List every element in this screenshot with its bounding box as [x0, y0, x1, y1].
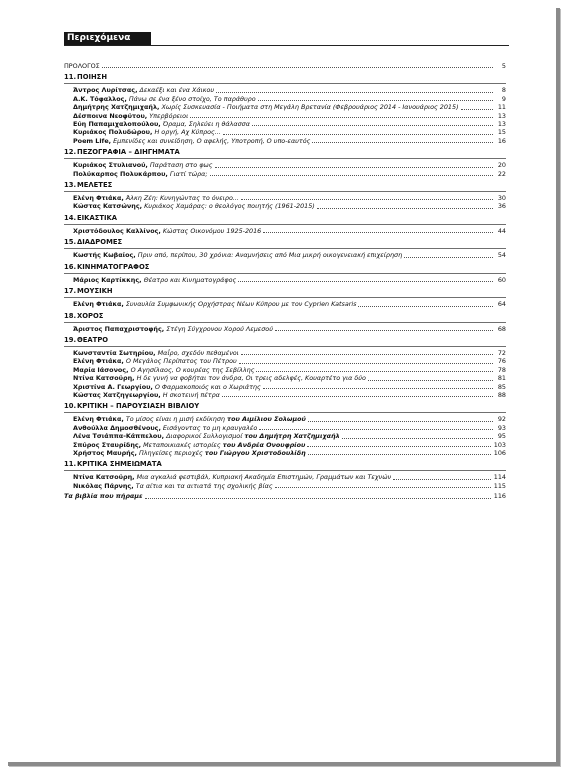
- toc-entry: [64, 276, 506, 284]
- toc-page-number: 54: [497, 251, 506, 260]
- toc-page-number: 36: [497, 202, 506, 211]
- toc-entry-prologue: [64, 62, 506, 70]
- toc-entry: [64, 325, 506, 333]
- toc-entry-text: [73, 170, 210, 178]
- section-divider: [64, 297, 506, 298]
- dot-leader: [461, 109, 493, 110]
- toc-page-number: 114: [493, 473, 506, 482]
- dot-leader: [223, 134, 493, 135]
- entry-author: Δημήτρης Χατζημιχαήλ,: [73, 103, 160, 112]
- toc-entry-text: [73, 161, 215, 169]
- toc-page-number: 60: [497, 275, 506, 284]
- toc-entry-text: [73, 383, 263, 391]
- toc-entry-text: [73, 473, 393, 481]
- dot-leader: [241, 354, 493, 355]
- section-number: 11.: [64, 460, 77, 469]
- title-underline: [64, 45, 509, 46]
- toc-entry-text: [73, 86, 216, 94]
- toc-entry: [64, 366, 506, 374]
- entry-title: Εισάγοντας το μη κραυγαλέο: [160, 423, 258, 432]
- toc-entry-text: [73, 95, 258, 103]
- toc-page-number: 30: [497, 194, 506, 203]
- section-title: ΠΕΖΟΓΡΑΦΙΑ – ΔΙΗΓΗΜΑΤΑ: [77, 148, 180, 157]
- entry-title: Μαΐρο, σχεδόν πεθαμένοι: [155, 348, 239, 357]
- entry-author: Μάριος Καρτίκκης,: [73, 275, 142, 284]
- entry-author: Ανθούλλα Δημοσθένους,: [73, 423, 161, 432]
- entry-author: Πολύκαρπος Πολυκάρπου,: [73, 169, 168, 178]
- dot-leader: [404, 257, 493, 258]
- toc-page-number: 16: [497, 136, 506, 145]
- dot-leader: [190, 117, 493, 118]
- toc-entry-text: [73, 349, 241, 357]
- section-number: 15.: [64, 238, 77, 247]
- entry-title: Θέατρο και Κινηματογράφος: [141, 275, 237, 284]
- entry-author: Ελένη Φτιάκα,: [73, 415, 124, 424]
- entry-author: Άντρος Λυρίτσας,: [73, 86, 138, 95]
- section-number: 19.: [64, 335, 77, 344]
- toc-entry: [64, 349, 506, 357]
- toc-page-number: 72: [497, 348, 506, 357]
- sections-list: [64, 73, 506, 490]
- toc-entry: [64, 391, 506, 399]
- toc-entry: [64, 194, 506, 202]
- toc-entry-text: [73, 482, 275, 490]
- entry-title: Η σκοτεινή πέτρα: [160, 390, 220, 399]
- toc-entry-text: [73, 276, 238, 284]
- entry-title: Υπερβόρειοι: [147, 111, 189, 120]
- section-divider: [64, 470, 506, 471]
- entry-title: Η οργή, Αχ Κύπρος...: [152, 128, 221, 137]
- entry-author: Α.Κ. Τόφαλλος,: [73, 94, 127, 103]
- toc-entry: [64, 300, 506, 308]
- toc-entry-text: [73, 415, 308, 423]
- section-heading: [64, 312, 506, 321]
- section-number: 12.: [64, 148, 77, 157]
- dot-leader: [342, 438, 493, 439]
- toc-page-number: 13: [497, 120, 506, 129]
- entry-author: Ντίνα Κατσούρη,: [73, 374, 135, 383]
- dot-leader: [238, 281, 493, 282]
- toc-entry-text: [73, 251, 404, 259]
- entry-title: Διαφορικοί Συλλογισμοί: [164, 432, 245, 441]
- entry-book-author: του Ανδρέα Ονουφρίου: [222, 440, 306, 449]
- dot-leader: [222, 396, 493, 397]
- section-divider: [64, 273, 506, 274]
- document-page: [8, 8, 560, 766]
- entry-author: Χριστόδουλος Καλλίνος,: [73, 226, 161, 235]
- dot-leader: [275, 487, 491, 488]
- section-divider: [64, 248, 506, 249]
- section-title: ΚΡΙΤΙΚΗ – ΠΑΡΟΥΣΙΑΣΗ ΒΙΒΛΙΟΥ: [77, 402, 200, 411]
- entry-author: Κυριάκος Πολυδώρου,: [73, 128, 153, 137]
- table-of-contents: [64, 62, 506, 501]
- section-divider: [64, 224, 506, 225]
- toc-entry-text: [73, 202, 317, 210]
- dot-leader: [263, 232, 493, 233]
- dot-leader: [393, 479, 491, 480]
- dot-leader: [317, 208, 493, 209]
- toc-entry: [64, 120, 506, 128]
- toc-entry: [64, 227, 506, 235]
- dot-leader: [239, 363, 493, 364]
- toc-entry: [64, 112, 506, 120]
- section-title: ΠΟΙΗΣΗ: [77, 73, 108, 82]
- section-heading: [64, 287, 506, 296]
- section-title: ΕΙΚΑΣΤΙΚΑ: [77, 213, 118, 222]
- toc-entry-text: [73, 432, 342, 440]
- dot-leader: [312, 142, 493, 143]
- section-heading: [64, 214, 506, 223]
- section-divider: [64, 322, 506, 323]
- entry-title: Παράταση στο φως: [147, 161, 213, 170]
- toc-page-number: 20: [497, 161, 506, 170]
- toc-entry-text: [73, 366, 256, 374]
- entry-title: Εμπενίδες και συνείδηση, Ο αφελής, Υποτροπή, Ο υπο-εαυτός: [111, 136, 311, 145]
- toc-page-number: 8: [501, 86, 506, 95]
- toc-entry: [64, 473, 506, 481]
- toc-page-number: 93: [497, 423, 506, 432]
- toc-entry-text: [73, 357, 239, 365]
- entry-book-author: του Δημήτρη Χατζημιχαήλ: [244, 432, 340, 441]
- entry-book-author: του Αιμίλιου Σολωμού: [226, 415, 306, 424]
- entry-title: Μεταποικιακές ιστορίες: [141, 440, 223, 449]
- dot-leader: [210, 175, 494, 176]
- entry-author: Κωνσταντία Σωτηρίου,: [73, 348, 156, 357]
- dot-leader: [368, 380, 493, 381]
- toc-entry-label: Τα βιβλία που πήραμε: [64, 492, 143, 501]
- toc-entry: [64, 357, 506, 365]
- toc-page-number: 95: [497, 432, 506, 441]
- section-title: ΘΕΑΤΡΟ: [77, 335, 109, 344]
- entry-author: Λένα Τσιάππα-Κάππελου,: [73, 432, 165, 441]
- entry-title: Συναυλία Συμφωνικής Ορχήστρας Νέων Κύπρου με τον Cyprien Katsaris: [123, 300, 357, 309]
- toc-entry-text: [73, 227, 263, 235]
- section-number: 10.: [64, 402, 77, 411]
- toc-page-number: 15: [497, 128, 506, 137]
- toc-entry: [64, 251, 506, 259]
- entry-title: Πριν από, περίπου, 30 χρόνια: Αναμνήσεις από Μια μικρή οικογενειακή επιχείρηση: [135, 251, 403, 260]
- dot-leader: [307, 446, 490, 447]
- toc-entry: [64, 137, 506, 145]
- page-title: Περιεχόμενα: [64, 32, 151, 45]
- entry-title: Πάνω σε ένα ξένο στοίχο, Το παράθυρο: [126, 94, 256, 103]
- entry-title: Χωρίς Συσκευασία - Ποιήματα στη Μεγάλη Βρετανία (Φεβρουάριος 2014 - Ιανουάριος 2015): [159, 103, 459, 112]
- toc-entry-text: [73, 112, 190, 120]
- section-heading: [64, 263, 506, 272]
- toc-entry-text: [73, 137, 312, 145]
- dot-leader: [308, 421, 493, 422]
- section-title: ΜΟΥΣΙΚΗ: [77, 287, 113, 296]
- toc-entry-text: [73, 449, 308, 457]
- dot-leader: [259, 429, 493, 430]
- section-title: ΜΕΛΕΤΕΣ: [77, 181, 113, 190]
- toc-entry-text: [73, 325, 275, 333]
- section-divider: [64, 346, 506, 347]
- toc-entry-text: [73, 128, 223, 136]
- entry-title: Πληγείσες περιοχές: [136, 448, 205, 457]
- entry-title: Γιατί τώρα;: [167, 169, 208, 178]
- toc-entry: [64, 441, 506, 449]
- toc-entry: [64, 202, 506, 210]
- toc-page-number: 81: [497, 374, 506, 383]
- dot-leader: [258, 100, 493, 101]
- toc-entry: [64, 449, 506, 457]
- entry-author: Χρήστος Μαυρής,: [73, 448, 137, 457]
- dot-leader: [215, 167, 493, 168]
- entry-author: Ελένη Φτιάκα,: [73, 194, 124, 203]
- entry-author: Κώστας Χατζηγεωργίου,: [73, 390, 161, 399]
- toc-entry-label: ΠΡΟΛΟΓΟΣ: [64, 62, 100, 70]
- toc-page-number: 88: [497, 390, 506, 399]
- entry-title: Στέγη Σύγχρονου Χορού Λεμεσού: [164, 324, 273, 333]
- toc-page-number: 9: [501, 94, 506, 103]
- toc-page-number: 64: [497, 300, 506, 309]
- entry-title: Κώστας Οικονόμου 1925-2016: [160, 226, 262, 235]
- toc-page-number: 92: [497, 415, 506, 424]
- toc-page-number: 106: [493, 448, 506, 457]
- toc-page-number: 68: [497, 324, 506, 333]
- section-divider: [64, 191, 506, 192]
- section-heading: [64, 402, 506, 411]
- toc-entry: [64, 95, 506, 103]
- section-divider: [64, 158, 506, 159]
- section-divider: [64, 83, 506, 84]
- section-divider: [64, 412, 506, 413]
- entry-author: Νικόλας Πάρνης,: [73, 481, 134, 490]
- toc-page-number: 11: [497, 103, 506, 112]
- entry-author: Εύη Παπαμιχαλοπούλου,: [73, 120, 161, 129]
- toc-entry-text: [73, 441, 307, 449]
- toc-entry-text: [73, 120, 252, 128]
- entry-title: Τα αίτια και τα αιτιατά της σχολικής βίας: [133, 481, 273, 490]
- section-number: 17.: [64, 287, 77, 296]
- entry-title: Η δε γυνή να φοβήται τον άνδρα, Οι τρεις αδελφές, Κουαρτέτο για δύο: [134, 374, 366, 383]
- toc-page-number: 103: [493, 440, 506, 449]
- dot-leader: [358, 306, 493, 307]
- section-title: ΧΟΡΟΣ: [77, 311, 104, 320]
- toc-entry-text: [73, 300, 358, 308]
- toc-entry: [64, 482, 506, 490]
- entry-title: Δεκαέξι και ένα Χάικου: [137, 86, 215, 95]
- section-number: 16.: [64, 262, 77, 271]
- section-number: 11.: [64, 73, 77, 82]
- toc-entry-text: [73, 391, 222, 399]
- toc-entry-books: [64, 492, 506, 500]
- toc-page-number: 116: [493, 492, 506, 501]
- toc-page-number: 76: [497, 357, 506, 366]
- entry-author: Κυριάκος Στυλιανού,: [73, 161, 148, 170]
- toc-page-number: 5: [501, 62, 506, 70]
- toc-entry-text: [73, 374, 368, 382]
- entry-title: Ο Αγησίλαος, Ο κουρέας της Σεβίλλης: [128, 365, 255, 374]
- entry-author: Ελένη Φτιάκα,: [73, 300, 124, 309]
- section-number: 14.: [64, 213, 77, 222]
- toc-entry: [64, 383, 506, 391]
- section-title: ΚΡΙΤΙΚΑ ΣΗΜΕΙΩΜΑΤΑ: [77, 460, 162, 469]
- toc-page-number: 13: [497, 111, 506, 120]
- dot-leader: [275, 330, 493, 331]
- toc-entry-text: [73, 194, 241, 202]
- section-heading: [64, 238, 506, 247]
- entry-title: Άλκη Ζέη: Κυνηγώντας το όνειρο...: [123, 194, 239, 203]
- dot-leader: [252, 125, 493, 126]
- entry-author: Άριστος Παπαχριστοφής,: [73, 324, 165, 333]
- section-number: 18.: [64, 311, 77, 320]
- entry-author: Ελένη Φτιάκα,: [73, 357, 124, 366]
- section-heading: [64, 336, 506, 345]
- toc-page-number: 22: [497, 169, 506, 178]
- dot-leader: [216, 92, 493, 93]
- entry-title: Όραμα, Σηλεύει η θάλασσα: [160, 120, 250, 129]
- toc-entry: [64, 103, 506, 111]
- entry-title: Το μίσος είναι η μισή εκδίκηση: [123, 415, 227, 424]
- toc-page-number: 78: [497, 365, 506, 374]
- section-heading: [64, 181, 506, 190]
- section-title: ΔΙΑΔΡΟΜΕΣ: [77, 238, 123, 247]
- section-heading: [64, 148, 506, 157]
- toc-entry-text: [73, 103, 461, 111]
- dot-leader: [102, 67, 493, 68]
- entry-title: Ο Φαρμακοποιός και ο Χωριάτης: [152, 382, 261, 391]
- toc-entry: [64, 170, 506, 178]
- entry-title: Κυριάκος Χαμάρας: ο θεολόγος ποιητής (1961-2015): [142, 202, 315, 211]
- toc-entry: [64, 161, 506, 169]
- entry-author: Κωστής Κωβαίος,: [73, 251, 136, 260]
- toc-page-number: 85: [497, 382, 506, 391]
- entry-book-author: του Γιώργου Χριστοδουλίδη: [204, 448, 306, 457]
- entry-author: Κώστας Κατσώνης,: [73, 202, 143, 211]
- toc-entry: [64, 424, 506, 432]
- toc-entry: [64, 432, 506, 440]
- toc-entry-text: [73, 424, 259, 432]
- toc-page-number: 44: [497, 226, 506, 235]
- entry-author: Δέσποινα Νεοφύτου,: [73, 111, 148, 120]
- section-heading: [64, 460, 506, 469]
- section-title: ΚΙΝΗΜΑΤΟΓΡΑΦΟΣ: [77, 262, 150, 271]
- entry-author: Ντίνα Κατσούρη,: [73, 473, 135, 482]
- section-number: 13.: [64, 181, 77, 190]
- toc-entry: [64, 374, 506, 382]
- entry-author: Χριστίνα Α. Γεωργίου,: [73, 382, 153, 391]
- entry-title: Ο Μεγάλος Περίπατος του Πέτρου: [123, 357, 237, 366]
- dot-leader: [263, 388, 493, 389]
- dot-leader: [308, 454, 491, 455]
- dot-leader: [145, 498, 491, 499]
- toc-entry: [64, 86, 506, 94]
- toc-entry: [64, 415, 506, 423]
- entry-author: Poem Life,: [73, 136, 112, 145]
- toc-entry: [64, 128, 506, 136]
- section-heading: [64, 73, 506, 82]
- entry-author: Μαρία Ιάσονος,: [73, 365, 129, 374]
- dot-leader: [241, 199, 493, 200]
- entry-title: Μια αγκαλιά φεστιβάλ, Κυπριακή Ακαδημία Επιστημών, Γραμμάτων και Τεχνών: [134, 473, 392, 482]
- entry-author: Σπύρος Σταυρίδης,: [73, 440, 142, 449]
- toc-page-number: 115: [493, 481, 506, 490]
- dot-leader: [256, 371, 493, 372]
